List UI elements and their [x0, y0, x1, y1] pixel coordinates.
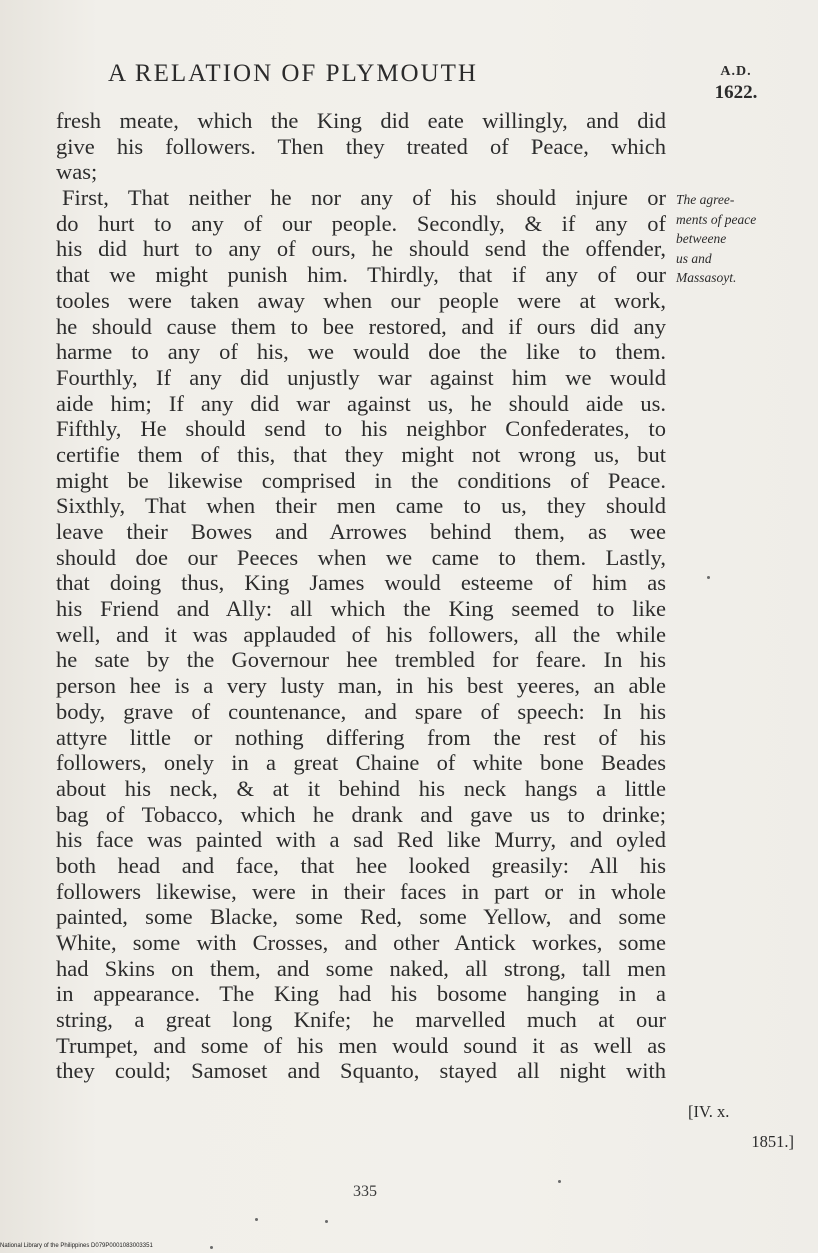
text-line: his did hurt to any of ours, he should send the offender, — [56, 236, 666, 262]
text-line: might be likewise comprised in the conditions of Peace. — [56, 467, 666, 493]
text-line: Sixthly, That when their men came to us, they should — [56, 493, 666, 519]
marginal-note-line: Massasoyt. — [676, 270, 737, 285]
source-reference-year: 1851.] — [751, 1132, 794, 1151]
text-line: string, a great long Knife; he marvelled much at our — [56, 1007, 666, 1033]
text-line: well, and it was applauded of his followers, all the while — [56, 621, 666, 647]
text-line: aide him; If any did war against us, he should aide us. — [56, 390, 666, 416]
text-line: his face was painted with a sad Red like Murry, and oyled — [56, 827, 666, 853]
text-line: painted, some Blacke, some Red, some Yellow, and some — [56, 904, 666, 930]
source-reference — [688, 1097, 808, 1157]
text-line: harme to any of his, we would doe the like to them. — [56, 339, 666, 365]
text-line: attyre little or nothing differing from the rest of his — [56, 724, 666, 750]
text-line: was; — [56, 159, 98, 185]
page-number: 335 — [353, 1183, 377, 1200]
marginal-note-line: The agree- — [676, 192, 735, 207]
ink-speck — [325, 1220, 328, 1223]
text-line: leave their Bowes and Arrowes behind them, as wee — [56, 519, 666, 544]
year-label: 1622. — [714, 82, 758, 103]
text-line: Fifthly, He should send to his neighbor Confederates, to — [56, 416, 666, 442]
text-line: his Friend and Ally: all which the King seemed to like — [56, 596, 666, 622]
text-line: person hee is a very lusty man, in his best yeeres, an able — [56, 673, 666, 699]
ink-speck — [255, 1218, 258, 1221]
year-block — [696, 64, 776, 104]
marginal-note — [676, 190, 806, 288]
text-line: Trumpet, and some of his men would sound it as well as — [56, 1032, 666, 1058]
ink-speck — [210, 1246, 213, 1249]
body-text — [56, 108, 666, 1084]
text-line: he sate by the Governour hee trembled for feare. In his — [56, 647, 666, 673]
text-line: in appearance. The King had his bosome hanging in a — [56, 981, 666, 1007]
text-line: he should cause them to bee restored, and if ours did any — [56, 313, 666, 339]
text-line: body, grave of countenance, and spare of speech: In his — [56, 698, 666, 724]
text-line: do hurt to any of our people. Secondly, & if any of — [56, 210, 666, 236]
marginal-note-line: us and — [676, 250, 712, 266]
text-line: Fourthly, If any did unjustly war against him we would — [56, 364, 666, 390]
text-line: that we might punish him. Thirdly, that if any of our — [56, 262, 666, 288]
ink-speck — [558, 1180, 561, 1183]
text-line: followers likewise, were in their faces in part or in whole — [56, 878, 666, 904]
text-line: that doing thus, King James would esteeme of him as — [56, 570, 666, 596]
text-line: fresh meate, which the King did eate willingly, and did — [56, 108, 666, 133]
text-line: First, That neither he nor any of his should injure or — [62, 185, 666, 211]
text-line: White, some with Crosses, and other Antick workes, some — [56, 930, 666, 955]
text-line: give his followers. Then they treated of Peace, which — [56, 133, 666, 159]
source-reference-volume: [IV. x. — [688, 1102, 730, 1121]
text-line: both head and face, that hee looked greasily: All his — [56, 852, 666, 878]
scan-footer: National Library of the Philippines D079P0001083003351 — [0, 1243, 153, 1249]
text-line: they could; Samoset and Squanto, stayed all night with — [56, 1058, 666, 1084]
marginal-note-line: ments of peace — [676, 211, 757, 227]
text-line: followers, onely in a great Chaine of white bone Beades — [56, 750, 666, 776]
marginal-note-line: betweene — [676, 231, 727, 246]
ink-speck — [707, 576, 710, 579]
text-line: should doe our Peeces when we came to them. Lastly, — [56, 544, 666, 570]
text-line: certifie them of this, that they might not wrong us, but — [56, 441, 666, 467]
running-head: A RELATION OF PLYMOUTH — [108, 60, 478, 87]
text-line: had Skins on them, and some naked, all strong, tall men — [56, 955, 666, 981]
text-line: about his neck, & at it behind his neck hangs a little — [56, 775, 666, 801]
text-line: bag of Tobacco, which he drank and gave us to drinke; — [56, 801, 666, 827]
text-line: tooles were taken away when our people were at work, — [56, 287, 666, 313]
era-label: A.D. — [720, 64, 752, 79]
